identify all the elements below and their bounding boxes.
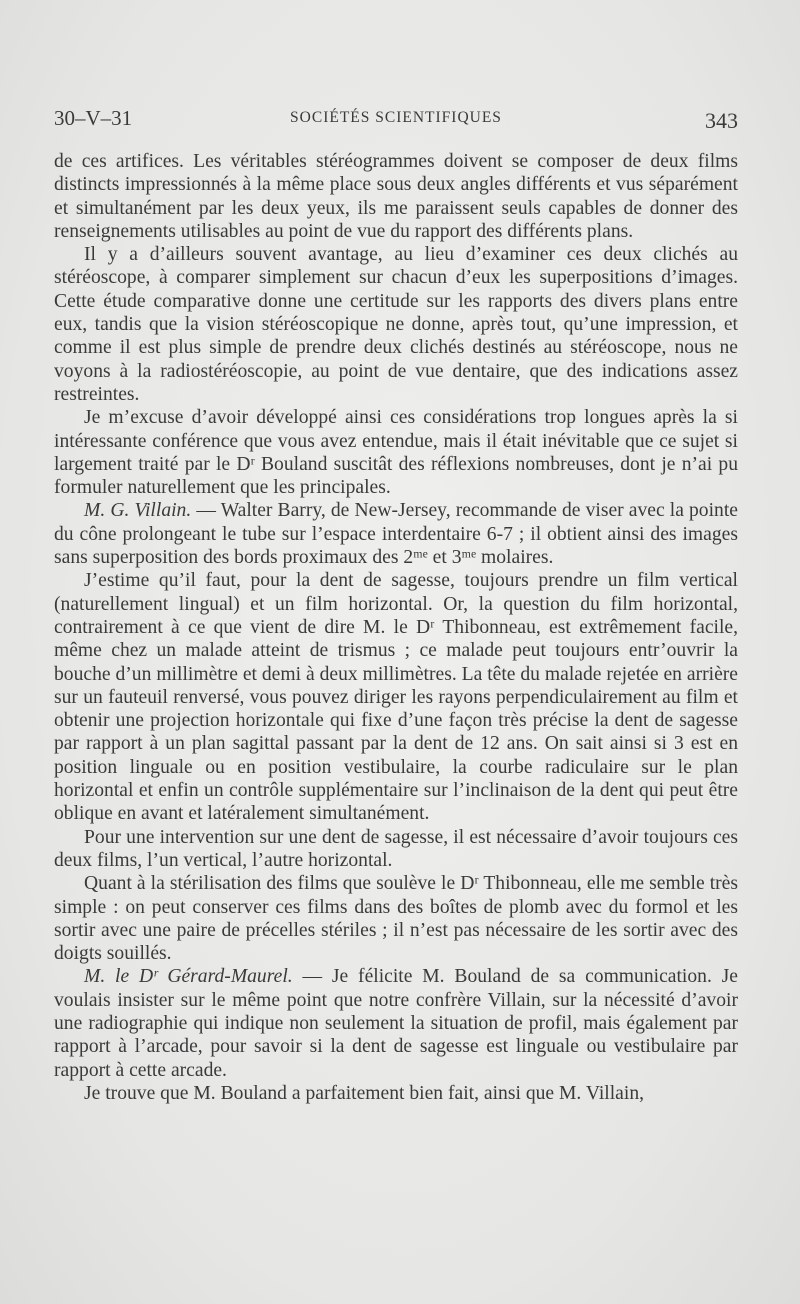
paragraph-text: de ces artifices. Les véritables stéréogrammes doivent se composer de deux films distincts impressionnés à la même place sous deux angles différents et vus séparément et simultanément par les deux yeux, ils me paraissent seuls capables de donner des renseignements utilisables au point de vue du rapport des différents plans. [54,151,738,242]
paragraph [54,872,738,965]
paragraph [54,965,738,1081]
paragraph [54,150,738,243]
header-date: 30–V–31 [54,106,133,130]
paragraph-text: J’estime qu’il faut, pour la dent de sagesse, toujours prendre un film vertical (naturellement lingual) et un film horizontal. Or, la question du film horizontal, contrairement à ce que vient de dire M. le Dʳ Thibonneau, est extrêmement facile, même chez un malade atteint de trismus ; ce malade peut toujours entr’ouvrir la bouche d’un millimètre et demi à deux millimètres. La tête du malade rejetée en arrière sur un fauteuil renversé, vous pouvez diriger les rayons perpendiculairement au film et obtenir une projection horizontale qui fixe d’une façon très précise la dent de sagesse par rapport à un plan sagittal passant par la dent de 12 ans. On sait ainsi si 3 est en position linguale ou en position vestibulaire, la courbe radiculaire sur le plan horizontal et enfin un contrôle supplémentaire sur l’inclinaison de la dent qui peut être oblique en avant et latéralement simultanément. [54,570,738,825]
paragraph-text: Je m’excuse d’avoir développé ainsi ces considérations trop longues après la si intéressante conférence que vous avez entendue, mais il était inévitable que ce sujet si largement traité par le Dʳ Bouland suscitât des réflexions nombreuses, dont je n’ai pu formuler naturellement que les principales. [54,407,738,499]
header-title: SOCIÉTÉS SCIENTIFIQUES [290,109,502,126]
paragraph-text: — Walter Barry, de New-Jersey, recommande de viser avec la pointe du cône prolongeant le tube sur l’espace interdentaire 6-7 ; il obtient ainsi des images sans superposition des bords proximaux des 2ᵐᵉ et 3ᵐᵉ molaires. [54,500,738,569]
paragraph [54,569,738,825]
paragraph [54,826,738,873]
page-number: 343 [705,108,738,133]
paragraph [54,1082,738,1105]
speaker-name: M. le Dʳ Gérard-Maurel. [84,966,293,988]
paragraph [54,243,738,406]
paragraph-text: — Je félicite M. Bouland de sa communication. Je voulais insister sur le même point que notre confrère Villain, sur la nécessité d’avoir une radiographie qui indique non seulement la situation de profil, mais également par rapport à l’arcade, pour savoir si la dent de sagesse est linguale ou vestibulaire par rapport à cette arcade. [54,966,738,1081]
paragraph [54,499,738,569]
paragraph-text: Quant à la stérilisation des films que soulève le Dʳ Thibonneau, elle me semble très simple : on peut conserver ces films dans des boîtes de plomb avec du formol et les sortir avec une paire de précelles stériles ; il n’est pas nécessaire de les sortir avec des doigts souillés. [54,873,738,965]
page-body [54,150,738,1105]
paragraph [54,406,738,499]
speaker-name: M. G. Villain. [84,500,192,522]
paragraph-text: Pour une intervention sur une dent de sagesse, il est nécessaire d’avoir toujours ces deux films, l’un vertical, l’autre horizontal. [54,826,738,871]
running-header [54,104,738,134]
paragraph-text: Il y a d’ailleurs souvent avantage, au lieu d’examiner ces deux clichés au stéréoscope, à comparer simplement sur chacun d’eux les superpositions d’images. Cette étude comparative donne une certitude sur les rapports des divers plans entre eux, tandis que la vision stéréoscopique ne donne, après tout, qu’une impression, et comme il est plus simple de prendre deux clichés destinés au stéréoscope, nous ne voyons à la radiostéréoscopie, au point de vue dentaire, que des indications assez restreintes. [54,244,738,405]
paragraph-text: Je trouve que M. Bouland a parfaitement bien fait, ainsi que M. Villain, [84,1082,645,1104]
